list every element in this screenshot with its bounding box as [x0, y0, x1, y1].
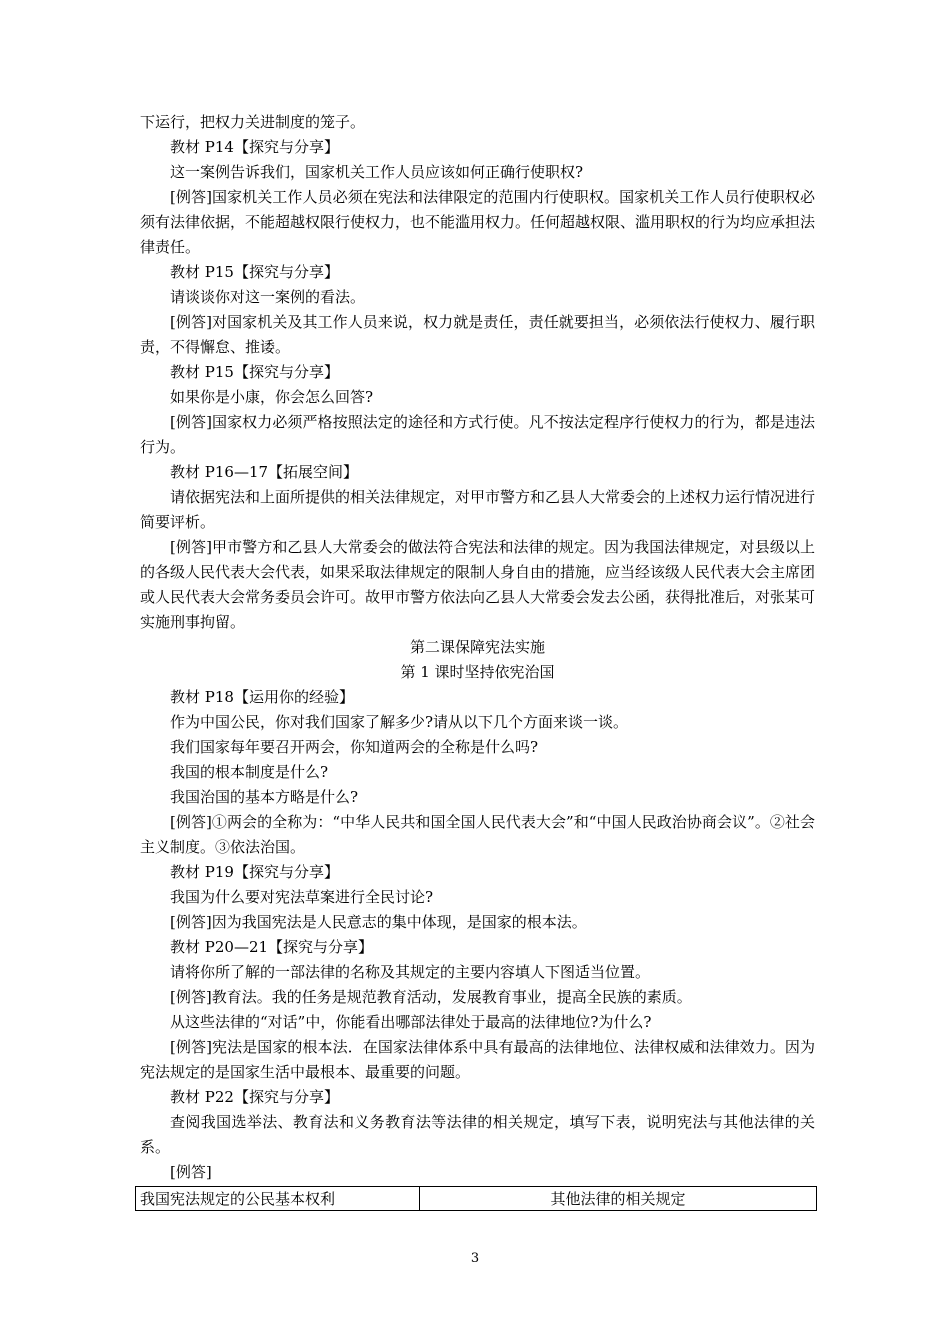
paragraph: [例答]国家权力必须严格按照法定的途径和方式行使。凡不按法定程序行使权力的行为，都是违法行为。	[140, 413, 815, 456]
paragraph: 如果你是小康，你会怎么回答?	[170, 388, 374, 406]
paragraph: 教材 P19【探究与分享】	[170, 863, 339, 881]
paragraph: 教材 P15【探究与分享】	[170, 363, 339, 381]
paragraph: 教材 P22【探究与分享】	[170, 1088, 339, 1106]
section-heading: 第二课保障宪法实施	[409, 638, 545, 656]
paragraph: 我国的根本制度是什么?	[170, 763, 329, 781]
paragraph: 教材 P20—21【探究与分享】	[170, 938, 374, 956]
paragraph: [例答]对国家机关及其工作人员来说，权力就是责任，责任就要担当，必须依法行使权力、履行职责，不得懈怠、推诿。	[140, 313, 815, 356]
paragraph: [例答]国家机关工作人员必须在宪法和法律限定的范围内行使职权。国家机关工作人员行使职权必须有法律依据，不能超越权限行使权力，也不能滥用权力。任何超越权限、滥用职权的行为均应承担法律责任。	[140, 188, 816, 256]
paragraph: 这一案例告诉我们，国家机关工作人员应该如何正确行使职权?	[170, 163, 584, 181]
paragraph: 请依据宪法和上面所提供的相关法律规定，对甲市警方和乙县人大常委会的上述权力运行情况进行简要评析。	[140, 488, 816, 531]
paragraph: 作为中国公民，你对我们国家了解多少?请从以下几个方面来谈一谈。	[170, 713, 629, 731]
paragraph: 我们国家每年要召开两会，你知道两会的全称是什么吗?	[170, 738, 539, 756]
paragraph: 请将你所了解的一部法律的名称及其规定的主要内容填人下图适当位置。	[170, 963, 651, 981]
paragraph: 我国为什么要对宪法草案进行全民讨论?	[170, 888, 434, 906]
paragraph: 教材 P14【探究与分享】	[170, 138, 339, 156]
paragraph: [例答]①两会的全称为：“中华人民共和国全国人民代表大会”和“中国人民政治协商会议”。②社会主义制度。③依法治国。	[140, 813, 815, 856]
paragraph: [例答]甲市警方和乙县人大常委会的做法符合宪法和法律的规定。因为我国法律规定，对县级以上的各级人民代表大会代表，如果采取法律规定的限制人身自由的措施，应当经该级人民代表大会主席团或人民代表大会常务委员会许可。故甲市警方依法向乙县人大常委会发去公函，获得批准后，对张某可实施刑事拘留。	[140, 538, 816, 631]
document-body	[140, 110, 815, 1185]
paragraph: [例答]教育法。我的任务是规范教育活动，发展教育事业，提高全民族的素质。	[170, 988, 692, 1006]
paragraph: 我国治国的基本方略是什么?	[170, 788, 359, 806]
paragraph: [例答]	[170, 1163, 212, 1181]
paragraph: 教材 P16—17【拓展空间】	[170, 463, 359, 481]
paragraph: 教材 P15【探究与分享】	[170, 263, 339, 281]
paragraph: [例答]因为我国宪法是人民意志的集中体现，是国家的根本法。	[170, 913, 587, 931]
table-header-row	[136, 1187, 817, 1211]
paragraph: 从这些法律的“对话”中，你能看出哪部法律处于最高的法律地位?为什么?	[170, 1013, 652, 1031]
table-header-other-laws: 其他法律的相关规定	[420, 1187, 817, 1211]
paragraph: 教材 P18【运用你的经验】	[170, 688, 354, 706]
page-number: 3	[470, 1251, 480, 1266]
rights-table	[135, 1186, 817, 1211]
table-header-constitution-rights: 我国宪法规定的公民基本权利	[136, 1187, 420, 1211]
paragraph: 请谈谈你对这一案例的看法。	[170, 288, 366, 306]
paragraph: 下运行，把权力关进制度的笼子。	[140, 113, 366, 131]
paragraph: 查阅我国选举法、教育法和义务教育法等法律的相关规定，填写下表，说明宪法与其他法律的关系。	[140, 1113, 815, 1156]
section-heading: 第 1 课时坚持依宪治国	[400, 663, 555, 681]
paragraph: [例答]宪法是国家的根本法．在国家法律体系中具有最高的法律地位、法律权威和法律效力。因为宪法规定的是国家生活中最根本、最重要的问题。	[140, 1038, 815, 1081]
